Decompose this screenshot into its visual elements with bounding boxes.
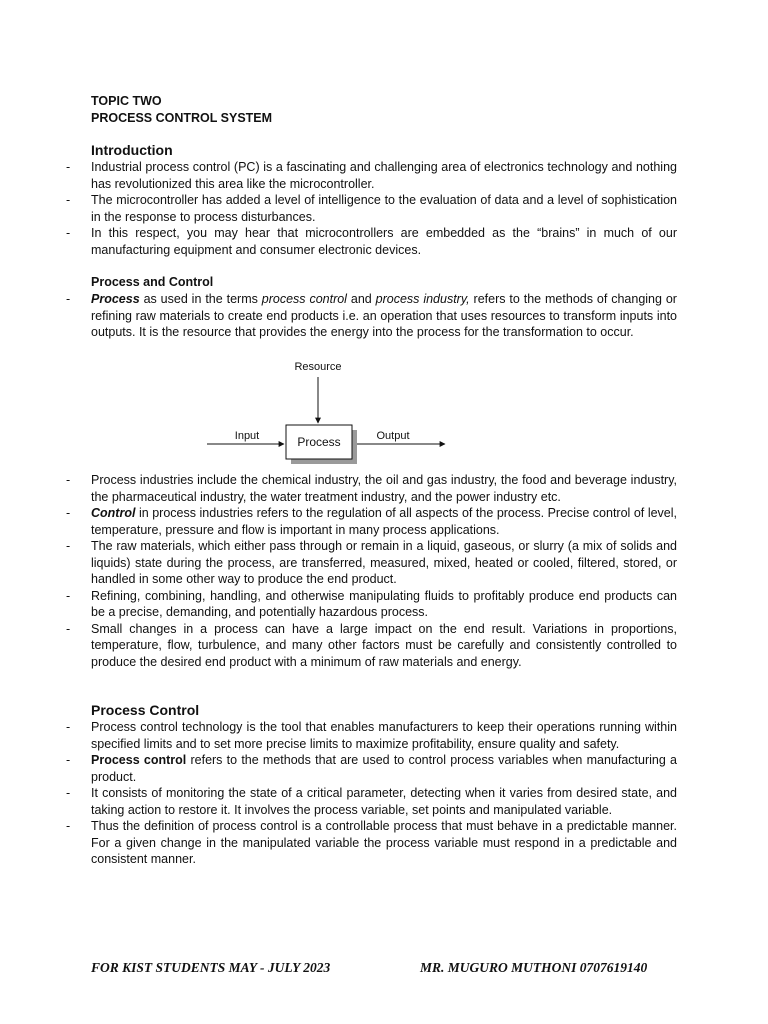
introduction-list xyxy=(66,159,677,258)
list-item: - Process industries include the chemical industry, the oil and gas industry, the food and beverage industry, the pharmaceutical industry, the water treatment industry, and the power industry etc. xyxy=(66,472,677,505)
introduction-heading: Introduction xyxy=(91,142,173,158)
list-item: - Process as used in the terms process control and process industry, refers to the methods of changing or refining raw materials to create end products i.e. an operation that uses resources to transform inputs into outputs. It is the resource that provides the energy into the process for the transformation to occur. xyxy=(66,291,677,341)
input-label: Input xyxy=(234,430,260,442)
footer-right: MR. MUGURO MUTHONI 0707619140 xyxy=(420,960,648,975)
process-control-list xyxy=(66,719,677,868)
control-term: Control xyxy=(91,506,136,520)
list-item: - Process control refers to the methods that are used to control process variables when manufacturing a product. xyxy=(66,752,677,785)
list-item: - It consists of monitoring the state of a critical parameter, detecting when it varies from desired state, and taking action to restore it. It involves the process variable, set points and manipulated variable. xyxy=(66,785,677,818)
list-item: - The raw materials, which either pass through or remain in a liquid, gaseous, or slurry (a mix of solids and liquids) state during the process, are transferred, measured, mixed, heated or cooled, filtered, stored, or handled in some other way to produce the end product. xyxy=(66,538,677,588)
list-item: - In this respect, you may hear that microcontrollers are embedded as the “brains” in much of our manufacturing equipment and consumer electronic devices. xyxy=(66,225,677,258)
output-label: Output xyxy=(376,430,410,442)
process-control-heading: Process Control xyxy=(91,702,200,718)
process-diagram xyxy=(205,357,455,469)
resource-label: Resource xyxy=(294,361,342,373)
list-item: - The microcontroller has added a level of intelligence to the evaluation of data and a level of sophistication in the response to process disturbances. xyxy=(66,192,677,225)
topic-number: TOPIC TWO xyxy=(91,94,162,108)
process-and-control-heading: Process and Control xyxy=(91,275,214,289)
footer-left: FOR KIST STUDENTS MAY - JULY 2023 xyxy=(91,960,331,975)
list-item: - Refining, combining, handling, and otherwise manipulating fluids to profitably produce end products can be a precise, demanding, and potentially hazardous process. xyxy=(66,588,677,621)
process-definition-list xyxy=(66,291,677,341)
process-term: Process xyxy=(91,292,140,306)
process-control-term: Process control xyxy=(91,753,187,767)
list-item: - Small changes in a process can have a large impact on the end result. Variations in proportions, temperature, flow, turbulence, and many other factors must be carefully and consistently controlled to produce the desired end product with a minimum of raw materials and energy. xyxy=(66,621,677,671)
list-item: - Thus the definition of process control is a controllable process that must behave in a predictable manner. For a given change in the manipulated variable the process variable must respond in a predictable and consistent manner. xyxy=(66,818,677,868)
process-industries-list xyxy=(66,472,677,670)
topic-title: PROCESS CONTROL SYSTEM xyxy=(91,110,273,125)
list-item: - Control in process industries refers to the regulation of all aspects of the process. Precise control of level, temperature, pressure and flow is important in many process applications. xyxy=(66,505,677,538)
topic-header xyxy=(91,93,272,126)
list-item: - Process control technology is the tool that enables manufacturers to keep their operations running within specified limits and to set more precise limits to maximize profitability, ensure quality and safety. xyxy=(66,719,677,752)
process-box-label: Process xyxy=(297,435,341,449)
list-item: - Industrial process control (PC) is a fascinating and challenging area of electronics technology and nothing has revolutionized this area like the microcontroller. xyxy=(66,159,677,192)
